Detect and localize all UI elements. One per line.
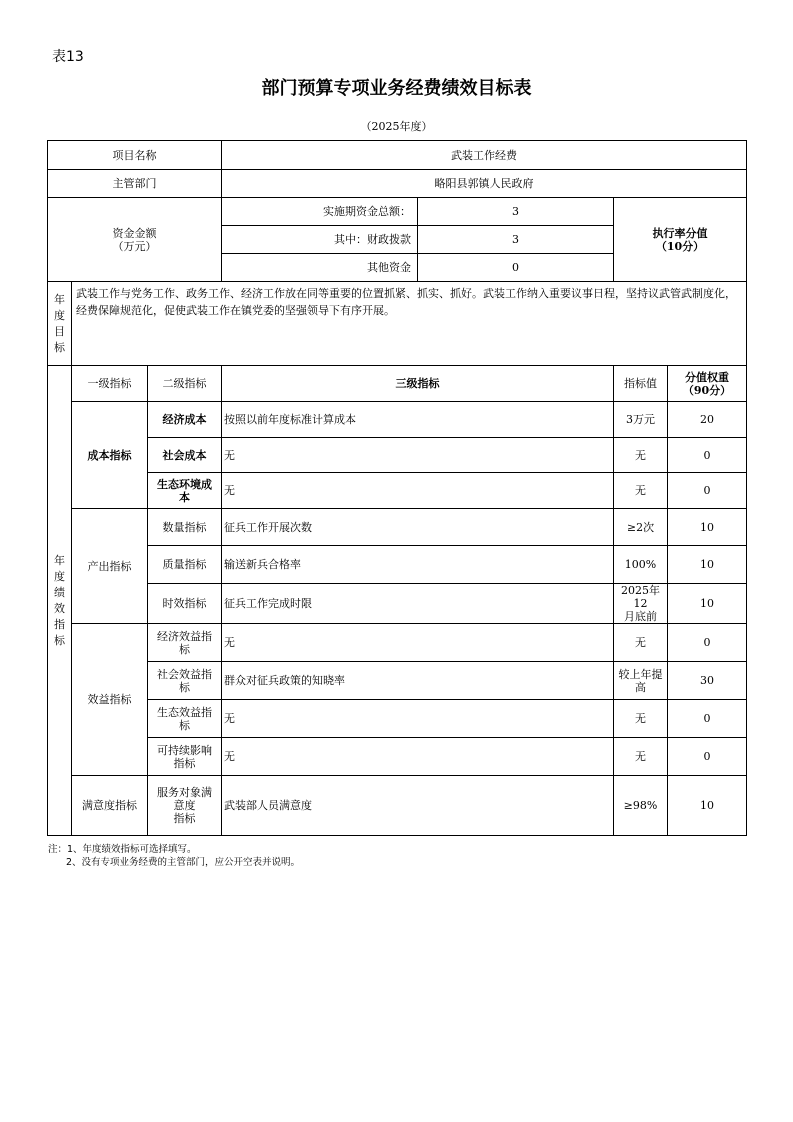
weight-cell: 10 xyxy=(668,584,747,624)
table-row xyxy=(48,776,747,836)
level3-cell: 按照以前年度标准计算成本 xyxy=(222,402,614,438)
value-cell: 2025年12 月底前 xyxy=(614,584,668,624)
level3-cell: 群众对征兵政策的知晓率 xyxy=(222,662,614,700)
value-cell: 无 xyxy=(614,624,668,662)
weight-cell: 10 xyxy=(668,776,747,836)
level3-cell: 无 xyxy=(222,473,614,509)
annual-goal-label: 年 度 目 标 xyxy=(48,282,72,366)
value-cell: 较上年提 高 xyxy=(614,662,668,700)
document-year: （2025年度） xyxy=(360,120,433,133)
note-2: 2、没有专项业务经费的主管部门，应公开空表并说明。 xyxy=(66,857,301,868)
performance-table xyxy=(47,140,747,836)
indicators-side-label: 年 度 绩 效 指 标 xyxy=(48,366,72,836)
cost-indicator-label: 成本指标 xyxy=(72,402,148,509)
value-cell: 无 xyxy=(614,738,668,776)
level3-cell: 无 xyxy=(222,438,614,473)
table-row xyxy=(48,584,747,624)
project-row xyxy=(48,141,747,170)
weight-cell: 20 xyxy=(668,402,747,438)
weight-cell: 10 xyxy=(668,546,747,584)
weight-cell: 30 xyxy=(668,662,747,700)
level3-cell: 征兵工作完成时限 xyxy=(222,584,614,624)
level2-cell: 质量指标 xyxy=(148,546,222,584)
value-cell: 无 xyxy=(614,473,668,509)
project-value: 武装工作经费 xyxy=(222,141,747,170)
level2-cell: 可持续影响 指标 xyxy=(148,738,222,776)
level3-cell: 无 xyxy=(222,738,614,776)
level3-cell: 输送新兵合格率 xyxy=(222,546,614,584)
table-notes xyxy=(48,843,300,869)
value-cell: ≥98% xyxy=(614,776,668,836)
header-value: 指标值 xyxy=(614,366,668,402)
benefit-indicator-label: 效益指标 xyxy=(72,624,148,776)
table-row xyxy=(48,509,747,546)
value-cell: 无 xyxy=(614,700,668,738)
funds-total-value: 3 xyxy=(418,198,614,226)
table-row xyxy=(48,402,747,438)
weight-cell: 0 xyxy=(668,624,747,662)
level3-cell: 征兵工作开展次数 xyxy=(222,509,614,546)
table-row xyxy=(48,546,747,584)
department-value: 略阳县郭镇人民政府 xyxy=(222,170,747,198)
table-row xyxy=(48,473,747,509)
level2-cell: 时效指标 xyxy=(148,584,222,624)
funds-fiscal-label: 其中：财政拨款 xyxy=(222,226,418,254)
funds-total-label: 实施期资金总额： xyxy=(222,198,418,226)
level2-cell: 数量指标 xyxy=(148,509,222,546)
department-label: 主管部门 xyxy=(48,170,222,198)
level2-cell: 服务对象满 意度 指标 xyxy=(148,776,222,836)
level2-cell: 经济成本 xyxy=(148,402,222,438)
funds-label: 资金金额 （万元） xyxy=(48,198,222,282)
table-row xyxy=(48,624,747,662)
header-level1: 一级指标 xyxy=(72,366,148,402)
department-row xyxy=(48,170,747,198)
indicator-header-row xyxy=(48,366,747,402)
annual-goal-row xyxy=(48,282,747,366)
level3-cell: 武装部人员满意度 xyxy=(222,776,614,836)
level3-cell: 无 xyxy=(222,700,614,738)
level2-cell: 社会效益指 标 xyxy=(148,662,222,700)
funds-total-row xyxy=(48,198,747,226)
document-title: 部门预算专项业务经费绩效目标表 xyxy=(261,78,532,99)
level2-cell: 经济效益指 标 xyxy=(148,624,222,662)
funds-fiscal-value: 3 xyxy=(418,226,614,254)
weight-cell: 0 xyxy=(668,738,747,776)
project-label: 项目名称 xyxy=(48,141,222,170)
level2-cell: 生态环境成 本 xyxy=(148,473,222,509)
value-cell: 无 xyxy=(614,438,668,473)
value-cell: 3万元 xyxy=(614,402,668,438)
value-cell: 100% xyxy=(614,546,668,584)
level3-cell: 无 xyxy=(222,624,614,662)
table-number: 表13 xyxy=(52,49,84,65)
table-row xyxy=(48,700,747,738)
execution-score-label: 执行率分值 （10分） xyxy=(614,198,747,282)
level2-cell: 生态效益指 标 xyxy=(148,700,222,738)
level2-cell: 社会成本 xyxy=(148,438,222,473)
value-cell: ≥2次 xyxy=(614,509,668,546)
table-row xyxy=(48,662,747,700)
weight-cell: 0 xyxy=(668,438,747,473)
table-row xyxy=(48,438,747,473)
header-level3: 三级指标 xyxy=(222,366,614,402)
annual-goal-text: 武装工作与党务工作、政务工作、经济工作放在同等重要的位置抓紧、抓实、抓好。武装工作纳入重要议事日程，坚持议武管武制度化，经费保障规范化，促使武装工作在镇党委的坚强领导下有序开展。 xyxy=(72,282,747,366)
funds-other-value: 0 xyxy=(418,254,614,282)
header-weight: 分值权重 （90分） xyxy=(668,366,747,402)
table-row xyxy=(48,738,747,776)
funds-other-label: 其他资金 xyxy=(222,254,418,282)
weight-cell: 0 xyxy=(668,700,747,738)
header-level2: 二级指标 xyxy=(148,366,222,402)
note-1: 注：1、年度绩效指标可选择填写。 xyxy=(48,844,197,855)
weight-cell: 0 xyxy=(668,473,747,509)
satisfaction-indicator-label: 满意度指标 xyxy=(72,776,148,836)
weight-cell: 10 xyxy=(668,509,747,546)
output-indicator-label: 产出指标 xyxy=(72,509,148,624)
